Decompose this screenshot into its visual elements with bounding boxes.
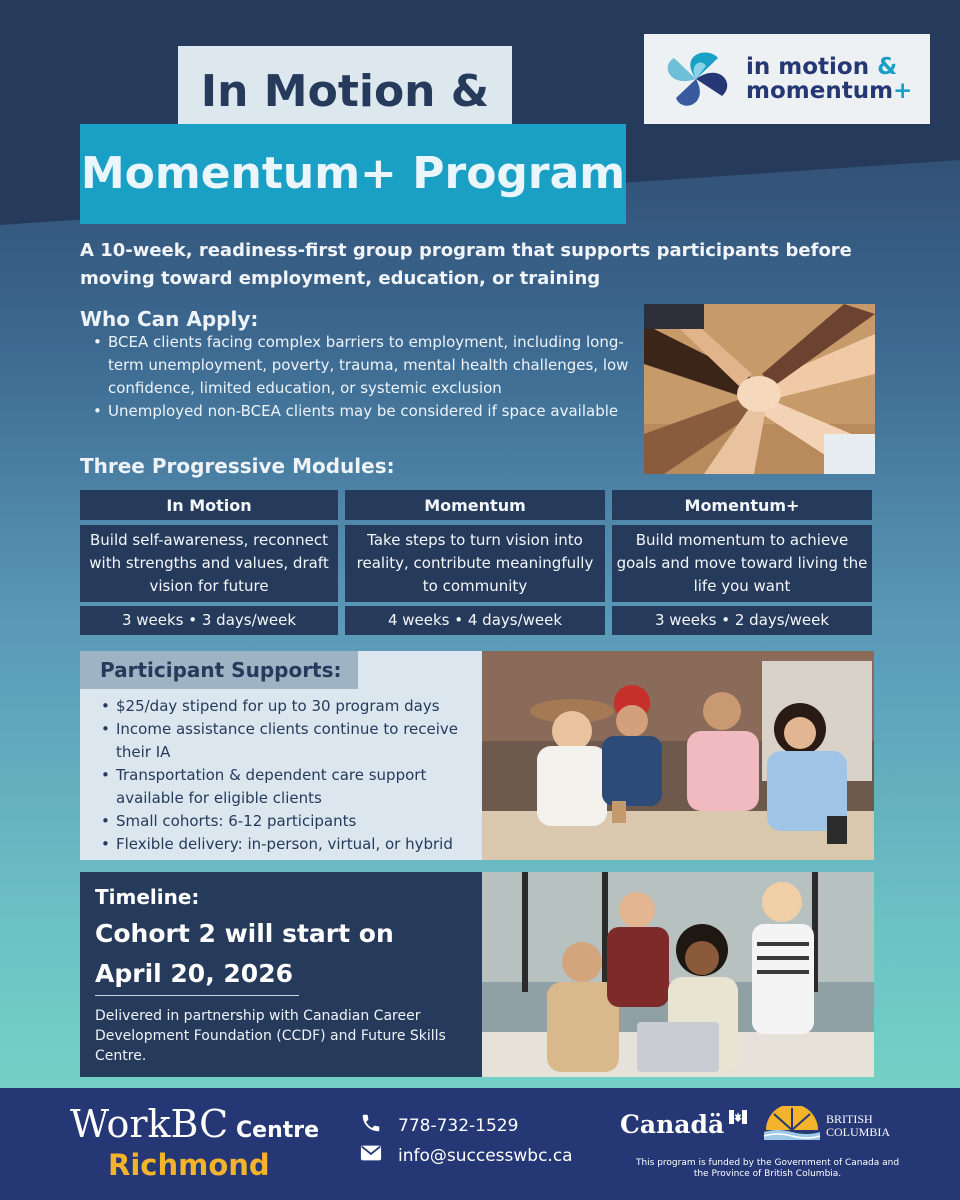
module-name-momentum-plus: Momentum+ xyxy=(612,490,872,520)
program-logo xyxy=(644,34,930,124)
module-name-momentum: Momentum xyxy=(345,490,605,520)
email-contact[interactable] xyxy=(360,1144,573,1167)
phone-icon xyxy=(360,1112,384,1139)
page-title-line1: In Motion & xyxy=(178,46,512,138)
list-item: • Flexible delivery: in-person, virtual, or hybrid xyxy=(98,833,476,856)
workbc-centre-label: Centre xyxy=(236,1118,320,1143)
list-item: • Transportation & dependent care support available for eligible clients xyxy=(98,764,476,810)
who-can-apply-list xyxy=(90,331,645,423)
list-item: • BCEA clients facing complex barriers to employment, including long-term unemployment, poverty, trauma, mental health challenges, low confidence, limited education, or systemic exclusion xyxy=(90,331,645,400)
email-address[interactable]: info@successwbc.ca xyxy=(398,1145,573,1166)
funding-note: This program is funded by the Government of Canada and the Province of British Columbia. xyxy=(635,1158,900,1179)
module-schedule-momentum: 4 weeks • 4 days/week xyxy=(345,606,605,635)
supports-list xyxy=(98,695,476,856)
canada-wordmark: Canadä xyxy=(620,1110,747,1139)
hands-together-photo xyxy=(644,304,875,474)
list-item: • Income assistance clients continue to receive their IA xyxy=(98,718,476,764)
phone-contact[interactable] xyxy=(360,1112,518,1139)
supports-heading: Participant Supports: xyxy=(80,651,358,689)
module-desc-in-motion: Build self-awareness, reconnect with strengths and values, draft vision for future xyxy=(80,525,338,602)
page-title-line2: Momentum+ Program xyxy=(80,124,626,224)
module-desc-momentum: Take steps to turn vision into reality, contribute meaningfully to community xyxy=(345,525,605,602)
list-item: • $25/day stipend for up to 30 program days xyxy=(98,695,476,718)
bc-wordmark: BRITISH COLUMBIA xyxy=(826,1112,891,1139)
module-name-in-motion: In Motion xyxy=(80,490,338,520)
mail-icon xyxy=(360,1144,384,1167)
module-schedule-momentum-plus: 3 weeks • 2 days/week xyxy=(612,606,872,635)
laptop-group-photo xyxy=(482,872,874,1077)
list-item: • Small cohorts: 6-12 participants xyxy=(98,810,476,833)
workbc-logo: WorkBC xyxy=(70,1102,229,1146)
cohort-start-text: Cohort 2 will start on April 20, 2026 xyxy=(95,919,394,988)
divider xyxy=(95,995,299,996)
module-schedule-in-motion: 3 weeks • 3 days/week xyxy=(80,606,338,635)
workbc-city: Richmond xyxy=(108,1148,270,1182)
logo-wordmark: in motion & momentum+ xyxy=(746,54,913,104)
phone-number[interactable]: 778-732-1529 xyxy=(398,1115,519,1136)
logo-swirl-icon xyxy=(658,44,738,114)
who-can-apply-heading: Who Can Apply: xyxy=(80,307,259,331)
bc-sun-icon xyxy=(762,1106,822,1142)
modules-heading: Three Progressive Modules: xyxy=(80,454,395,478)
timeline-heading: Timeline: xyxy=(95,885,200,909)
canada-flag-icon xyxy=(729,1110,747,1124)
program-intro: A 10-week, readiness-first group program that supports participants before moving toward employment, education, or training xyxy=(80,240,852,289)
module-desc-momentum-plus: Build momentum to achieve goals and move toward living the life you want xyxy=(612,525,872,602)
partnership-note: Delivered in partnership with Canadian Career Development Foundation (CCDF) and Future Skills Centre. xyxy=(95,1008,446,1064)
team-meeting-photo xyxy=(482,651,874,860)
list-item: • Unemployed non-BCEA clients may be considered if space available xyxy=(90,400,645,423)
